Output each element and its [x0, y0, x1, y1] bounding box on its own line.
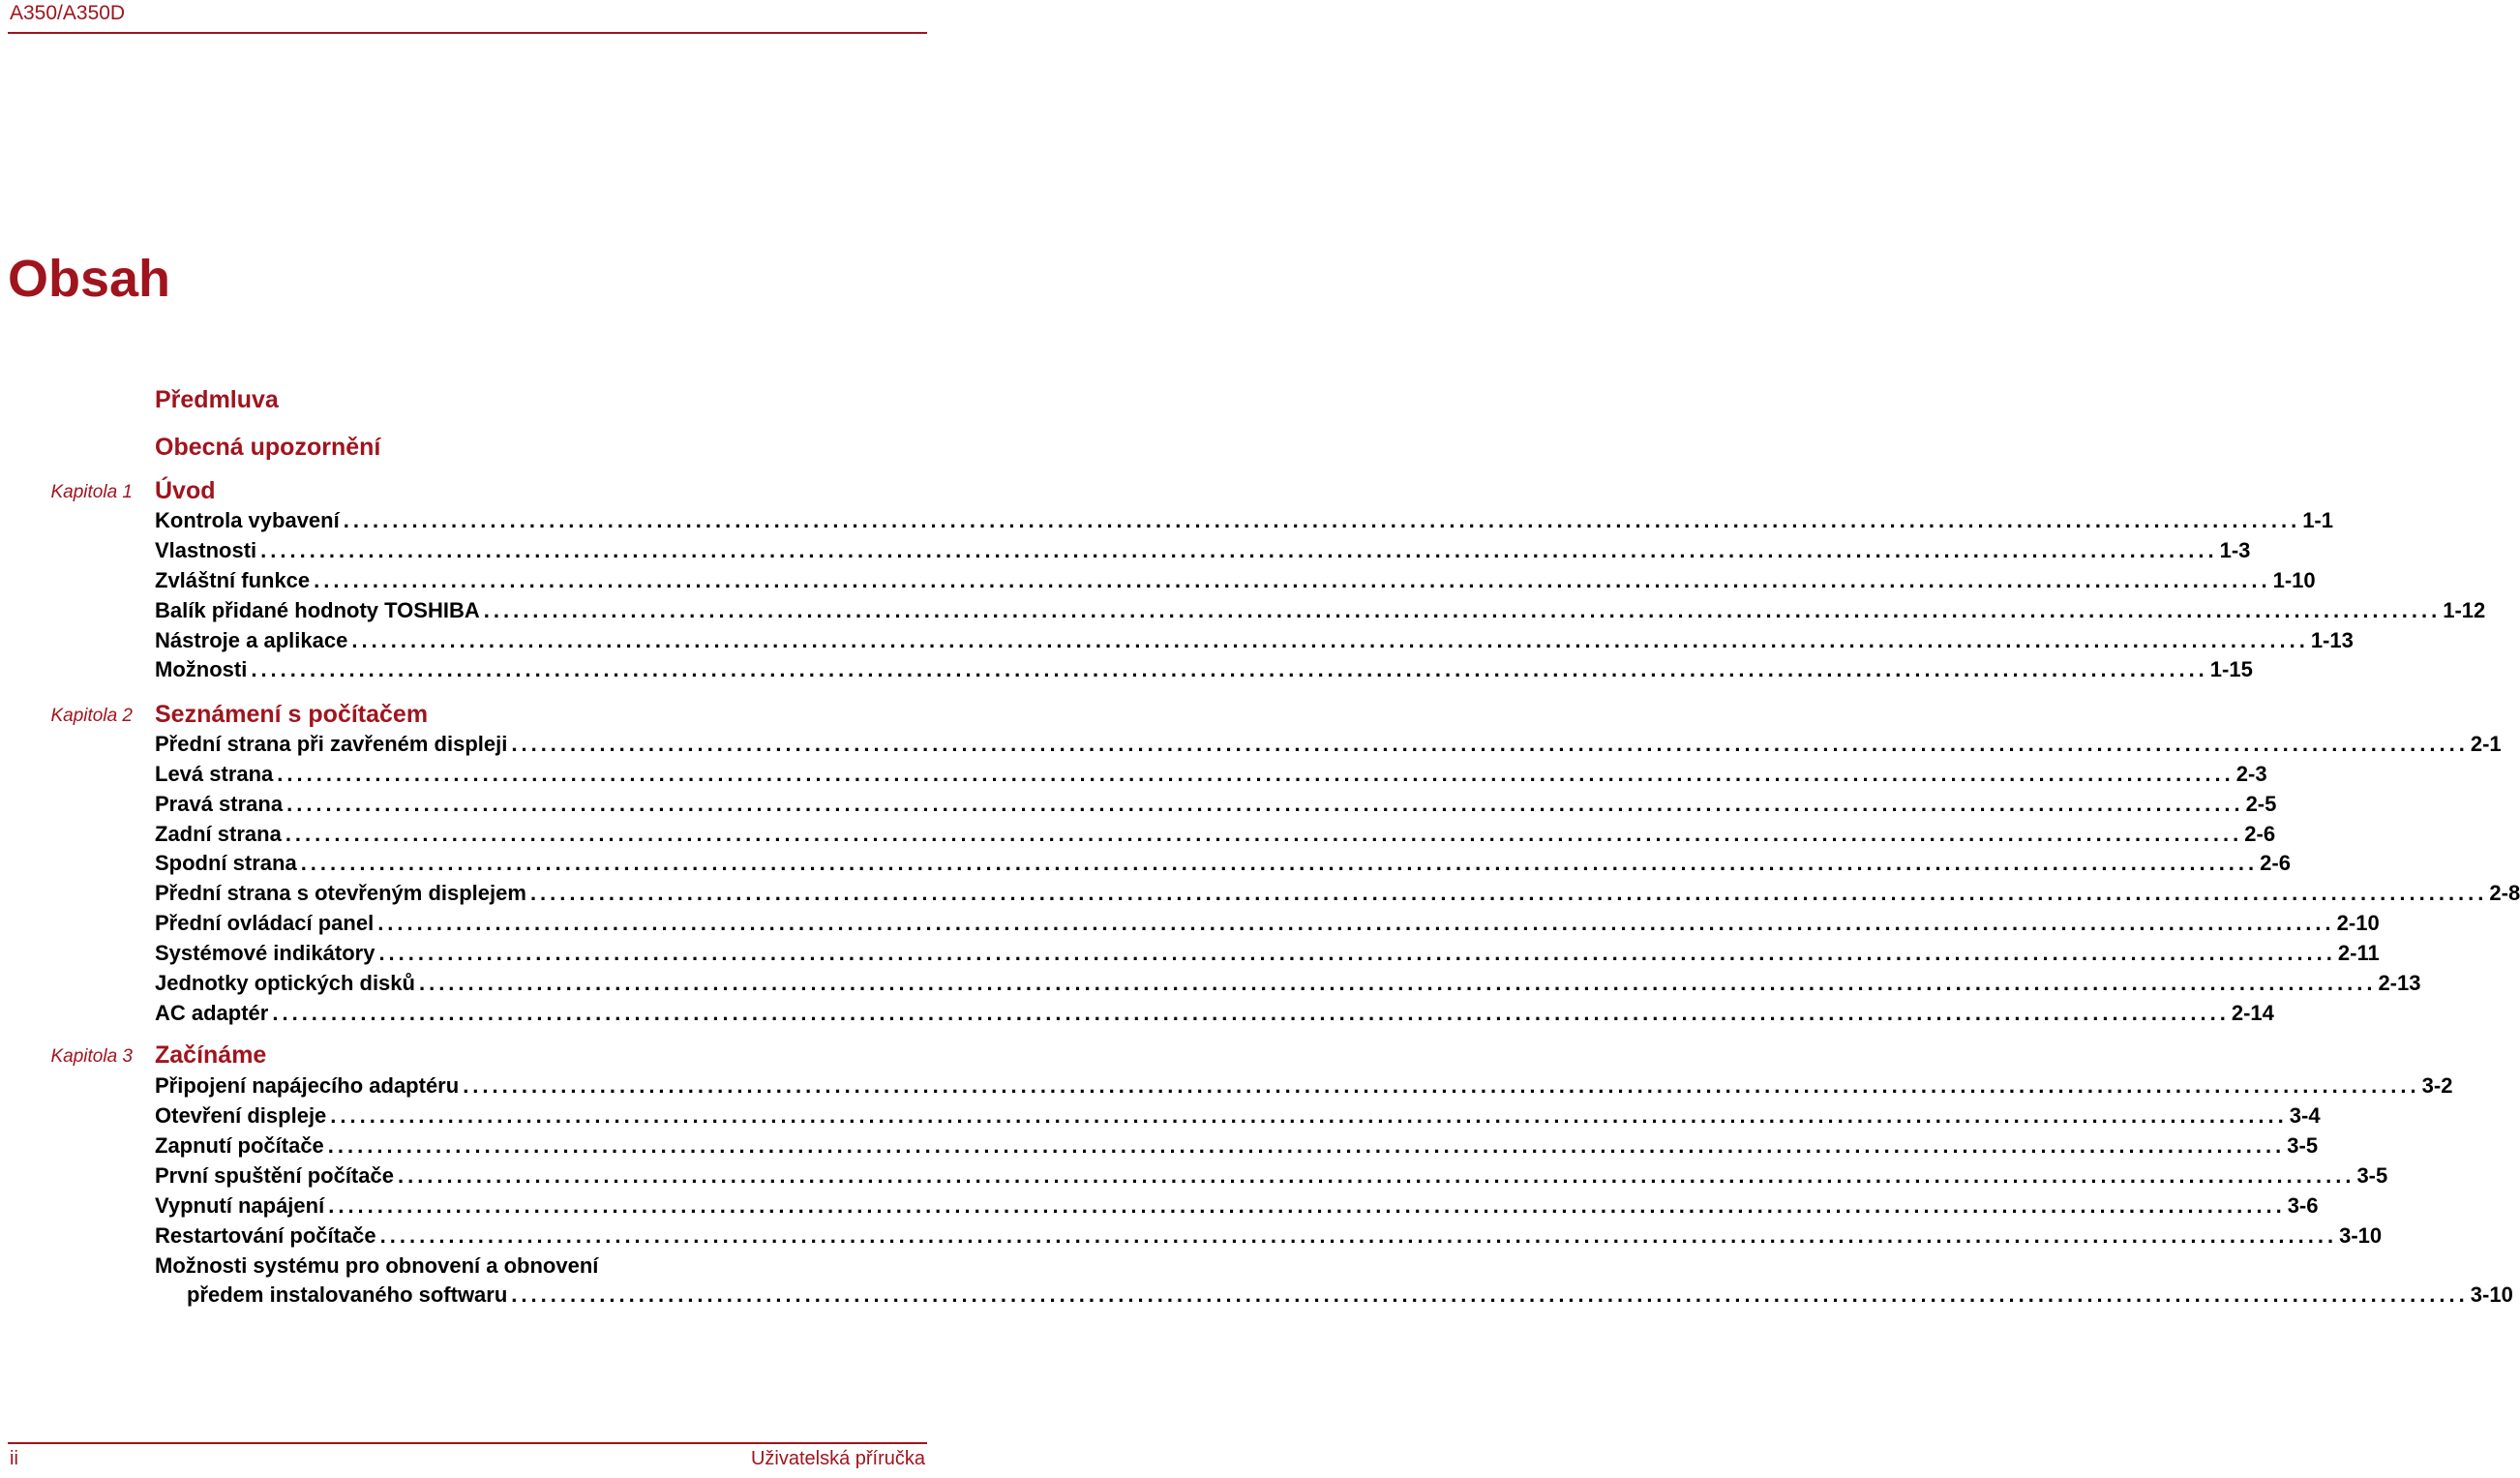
toc-entry[interactable]: Přední strana při zavřeném displeji ........................................................................................................................................................................................................ 2-1 [155, 732, 2502, 756]
toc-entry[interactable]: Restartování počítače ........................................................................................................................................................................................................ 3-10 [155, 1223, 2383, 1248]
toc-entry[interactable]: Nástroje a aplikace ........................................................................................................................................................................................................ 1-13 [155, 628, 2354, 652]
footer-manual-title: Uživatelská příručka [750, 1448, 925, 1469]
toc-entry[interactable]: Jednotky optických disků ........................................................................................................................................................................................................ 2-13 [155, 971, 2421, 995]
toc-entry[interactable]: Levá strana ........................................................................................................................................................................................................ 2-3 [155, 762, 2267, 786]
toc-entry[interactable]: Balík přidané hodnoty TOSHIBA ........................................................................................................................................................................................................ 1-12 [155, 598, 2486, 622]
toc-entry[interactable]: První spuštění počítače ........................................................................................................................................................................................................ 3-5 [155, 1163, 2388, 1188]
toc-entry[interactable]: Zadní strana ........................................................................................................................................................................................................ 2-6 [155, 822, 2276, 846]
toc-entry[interactable]: Přední ovládací panel ........................................................................................................................................................................................................ 2-10 [155, 911, 2380, 935]
page-title: Obsah [8, 250, 171, 308]
toc-entry[interactable]: Spodní strana ........................................................................................................................................................................................................ 2-6 [155, 851, 2291, 875]
toc-entry[interactable]: Zapnutí počítače ........................................................................................................................................................................................................ 3-5 [155, 1133, 2319, 1158]
toc-entry[interactable]: Vypnutí napájení ........................................................................................................................................................................................................ 3-6 [155, 1193, 2319, 1218]
toc-entry[interactable]: Kontrola vybavení ........................................................................................................................................................................................................ 1-1 [155, 508, 2333, 532]
toc-entry[interactable]: předem instalovaného softwaru ........................................................................................................................................................................................................ 3-10 [187, 1282, 2513, 1307]
chapter-2-title[interactable]: Seznámení s počítačem [155, 701, 429, 728]
footer-rule [8, 1442, 927, 1444]
toc-entry[interactable]: Systémové indikátory ........................................................................................................................................................................................................ 2-11 [155, 941, 2380, 965]
header-model: A350/A350D [10, 2, 126, 24]
footer-page-number: ii [10, 1448, 18, 1469]
toc-entry[interactable]: AC adaptér ........................................................................................................................................................................................................ 2-14 [155, 1001, 2274, 1025]
toc-entry[interactable]: Přední strana s otevřeným displejem ........................................................................................................................................................................................................ 2-8 [155, 881, 2520, 905]
toc-general-notices[interactable]: Obecná upozornění [155, 434, 381, 461]
toc-entry[interactable]: Pravá strana ........................................................................................................................................................................................................ 2-5 [155, 792, 2277, 816]
chapter-2-label: Kapitola 2 [50, 706, 133, 726]
toc-entry[interactable]: Možnosti ........................................................................................................................................................................................................ 1-15 [155, 657, 2253, 681]
toc-entry[interactable]: Připojení napájecího adaptéru ........................................................................................................................................................................................................ 3-2 [155, 1073, 2453, 1098]
toc-entry[interactable]: Otevření displeje ........................................................................................................................................................................................................ 3-4 [155, 1103, 2321, 1128]
toc-entry[interactable]: Zvláštní funkce ........................................................................................................................................................................................................ 1-10 [155, 568, 2316, 592]
toc-entry[interactable]: Vlastnosti ........................................................................................................................................................................................................ 1-3 [155, 538, 2251, 562]
chapter-1-title[interactable]: Úvod [155, 477, 216, 504]
header-rule [8, 32, 927, 34]
toc-entry-line1[interactable]: Možnosti systému pro obnovení a obnovení [155, 1253, 599, 1278]
chapter-3-label: Kapitola 3 [50, 1046, 133, 1067]
chapter-3-title[interactable]: Začínáme [155, 1041, 267, 1069]
chapter-1-label: Kapitola 1 [50, 482, 133, 502]
toc-preface[interactable]: Předmluva [155, 386, 279, 413]
